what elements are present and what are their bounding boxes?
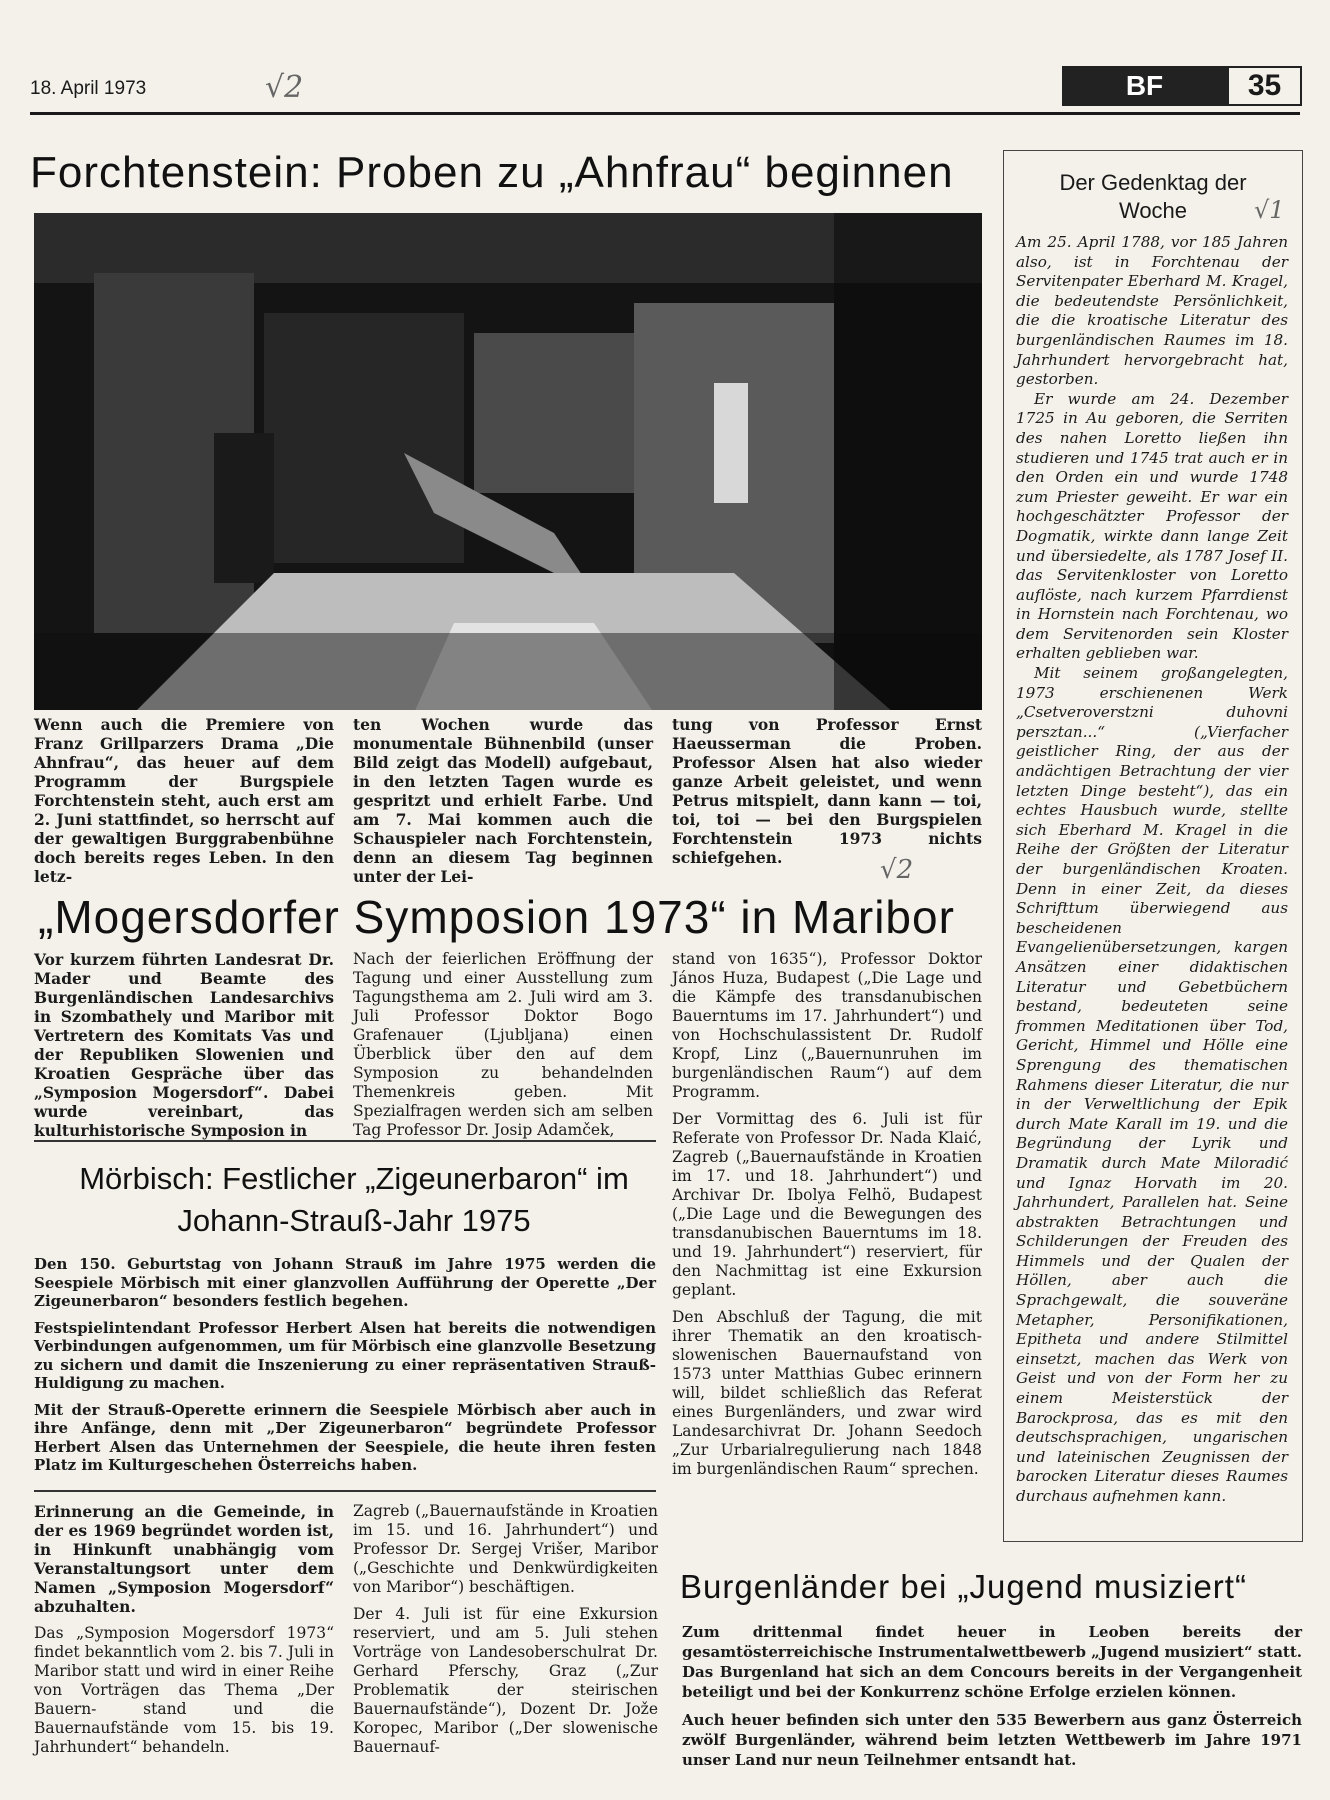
handwritten-mark: √2 [265, 70, 304, 105]
divider [34, 1490, 656, 1492]
article4-body [682, 1622, 1302, 1778]
article3-paragraph: Den 150. Geburtstag von Johann Strauß im Jahre 1975 werden die Seespiele Mörbisch mit einer glanzvollen Aufführung der Operette „Der Zigeunerbaron“ besonders festlich begehen. [34, 1255, 656, 1310]
article4-paragraph: Auch heuer befinden sich unter den 535 Bewerbern aus ganz Österreich zwölf Burgenländer, während beim letzten Wettbewerb im Jahre 1971 unser Land nur neun Teilnehmer entsandt hat. [682, 1711, 1302, 1769]
article2-headline: „Mogersdorfer Symposion 1973“ in Maribor [38, 891, 955, 943]
article1-column-3: tung von Professor Ernst Haeusserman die Proben. Professor Alsen hat also wieder ganze Arbeit geleistet, und wenn Petrus mitspielt, dann kann — toi, toi, toi — bei den Burgspielen Forchtenstein 1973 nichts schiefgehen. [672, 715, 982, 867]
article1-headline: Forchtenstein: Proben zu „Ahnfrau“ beginnen [30, 148, 954, 197]
article2-col1-paragraph: Erinnerung an die Gemeinde, in der es 1969 begründet worden ist, in Hinkunft unabhängig vom Veranstaltungsort unter dem Namen „Symposion Mogersdorf“ abzuhalten. [34, 1502, 334, 1616]
article2-col2-paragraph: Zagreb („Bauernaufstände in Kroatien im 15. und 16. Jahrhundert“) und Professor Dr. Sergej Vrišer, Maribor („Geschichte und Denkwürdigkeiten von Maribor“) beschäftigen. [353, 1502, 658, 1596]
article2-col2-paragraph: Der 4. Juli ist für eine Exkursion reserviert, und am 5. Juli stehen Vorträge von Landesoberschulrat Dr. Gerhard Pferschy, Graz („Zur Problematik der steirischen Bauernaufstände“), Dozent Dr. Jože Koropec, Maribor („Der slowenische Bauernauf- [353, 1605, 658, 1756]
sidebar-body [1016, 233, 1288, 1507]
article4-paragraph: Zum drittenmal findet heuer in Leoben bereits der gesamtösterreichische Instrumentalwettbewerb „Jugend musiziert“ statt. Das Burgenland hat sich an dem Concours bereits in der Vergangenheit beteiligt und bei der Konkurrenz schöne Erfolge erzielen können. [682, 1623, 1302, 1701]
article1-column-1: Wenn auch die Premiere von Franz Grillparzers Drama „Die Ahnfrau“, das heuer auf dem Programm der Burgspiele Forchtenstein steht, auch erst am 2. Juni stattfindet, so herrscht auf der gewaltigen Burggrabenbühne doch bereits reges Leben. In den letz- [34, 715, 334, 886]
sidebar-paragraph: Am 25. April 1788, vor 185 Jahren also, ist in Forchtenau der Servitenpater Eberhard M. Kragel, die bedeutendste Persönlichkeit, die die kroatische Literatur des burgenländischen Raumes im 18. Jahrhundert hervorgebracht hat, gestorben. [1016, 233, 1288, 389]
handwritten-mark: √1 [1254, 196, 1285, 224]
article3-paragraph: Mit der Strauß-Operette erinnern die Seespiele Mörbisch aber auch in ihre Anfänge, denn mit „Der Zigeunerbaron“ begründete Professor Herbert Alsen das Unternehmen der Seespiele, die heute ihren festen Platz im Kulturgeschehen Österreichs haben. [34, 1400, 656, 1474]
article2-column-3 [672, 950, 982, 1487]
article2-column-2: Nach der feierlichen Eröffnung der Tagung und einer Ausstellung zum Tagungsthema am 2. Juli wird am 3. Juli Professor Doktor Bogo Grafenauer (Ljubljana) einen Überblick über den auf dem Symposion zu behandelnden Themenkreis geben. Mit Spezialfragen werden sich am selben Tag Professor Dr. Josip Adamček, [353, 950, 653, 1139]
article2-col1-paragraph: Das „Symposion Mogersdorf 1973“ findet bekanntlich vom 2. bis 7. Juli in Maribor statt und wird in einer Reihe von Vorträgen das Thema „Der Bauern- stand und die Bauernaufstände vom 15. bis 19. Jahrhundert“ behandeln. [34, 1624, 334, 1756]
article2-column-2-continued [353, 1502, 658, 1765]
article3-paragraph: Festspielintendant Professor Herbert Alsen hat bereits die notwendigen Verbindungen aufgenommen, um für Mörbisch eine glanzvolle Besetzung zu sichern und damit die Inszenierung zu einer repräsentativen Strauß-Huldigung zu machen. [34, 1318, 656, 1392]
sidebar-title-line: Woche [1118, 198, 1188, 223]
article4-headline: Burgenländer bei „Jugend musiziert“ [680, 1568, 1247, 1605]
article2-col3-paragraph: stand von 1635“), Professor Doktor János Huza, Budapest („Die Lage und die Kämpfe des transdanubischen Bauerntums im 17. Jahrhundert“) und von Hochschulassistent Dr. Rudolf Kropf, Linz („Bauernunruhen im burgenländischen Raum“) auf dem Programm. [672, 950, 982, 1101]
article2-col3-paragraph: Der Vormittag des 6. Juli ist für Referate von Professor Dr. Nada Klaić, Zagreb („Bauernaufstände in Kroatien im 17. und 18. Jahrhundert“) und Archivar Dr. Ibolya Felhö, Budapest („Die Lage und die Bewegungen des transdanubischen Bauerntums im 18. und 19. Jahrhundert“) reserviert, für den Nachmittag ist eine Exkursion geplant. [672, 1110, 982, 1299]
divider [34, 1140, 656, 1142]
sidebar-title-line: Der Gedenktag der [1059, 170, 1247, 195]
issue-date: 18. April 1973 [30, 78, 147, 99]
header-rule [30, 112, 1300, 115]
stage-model-photo [34, 213, 982, 710]
sidebar-paragraph: Mit seinem großangelegten, 1973 erschienenen Werk „Csetveroverstzni duhovni persztan...“ („Vierfacher geistlicher Ring, der aus der andächtigen Betrachtung der vier letzten Dinge besteht“), das ein echtes Hausbuch wurde, stellte sich Eberhard M. Kragel in die Reihe der Größten der Literatur der burgenländischen Kroaten. Denn in einer Zeit, da dieses Schrifttum überwiegend aus bescheidenen Evangelienübersetzungen, kargen Ansätzen einer didaktischen Literatur und Gebetbüchern bestand, bedeuteten seine frommen Meditationen über Tod, Gericht, Himmel und Hölle eine Sprengung des thematischen Rahmens dieser Literatur, die nur in der Verweltlichung der Epik durch Mate Karall im 19. und die Begründung der Lyrik und Dramatik durch Mate Miloradić und Ignaz Horvath im 20. Jahrhundert, Parallelen hat. Seine abstrakten Betrachtungen und Schilderungen der Freuden des Himmels und der Qualen der Höllen, aber auch die Sprachgewalt, die souveräne Metapher, Personifikationen, Epitheta und andere Stilmittel einsetzt, machen das Werk von Geist und von der Form her zu einem Meisterstück der Barockprosa, das es mit den deutschsprachigen, ungarischen und lateinischen Zeugnissen der barocken Literatur dieses Raumes durchaus aufnehmen kann. [1016, 664, 1288, 1505]
article3-headline: Mörbisch: Festlicher „Zigeunerbaron“ im Johann-Strauß-Jahr 1975 [79, 1161, 629, 1238]
section-label: BF [1062, 66, 1227, 106]
article3-body [34, 1255, 656, 1483]
sidebar-gedenktag [1003, 150, 1303, 1542]
article2-column-1-continued [34, 1502, 334, 1765]
article2-column-1-lead: Vor kurzem führten Landesrat Dr. Mader und Beamte des Burgenländischen Landesarchivs in Szombathely und Maribor mit Vertretern des Komitats Vas und der Republiken Slowenien und Kroatien Gespräche über das „Symposion Mogersdorf“. Dabei wurde vereinbart, das kulturhistorische Symposion in [34, 950, 334, 1140]
sidebar-paragraph: Er wurde am 24. Dezember 1725 in Au geboren, die Serriten des nahen Loretto ließen ihn studieren und 1745 trat auch er in den Orden ein und wurde 1748 zum Priester geweiht. Er war ein hochgeschätzter Professor der Dogmatik, wirkte dann lange Zeit und übersiedelte, als 1787 Josef II. das Servitenkloster von Loretto auflöste, nach kurzem Pfarrdienst in Hornstein nach Forchtenau, wo dem Servitenorden sein Kloster erhalten geblieben war. [1016, 389, 1288, 663]
page-marker [1062, 66, 1302, 106]
article1-column-2: ten Wochen wurde das monumentale Bühnenbild (unser Bild zeigt das Modell) aufgebaut, in den letzten Tagen wurde es gespritzt und erhielt Farbe. Und am 7. Mai kommen auch die Schauspieler nach Forchtenstein, denn an diesem Tag beginnen unter der Lei- [353, 715, 653, 886]
page-number: 35 [1227, 66, 1302, 106]
article2-col3-paragraph: Den Abschluß der Tagung, die mit ihrer Thematik an den kroatisch-slowenischen Bauernaufstand von 1573 unter Matthias Gubec erinnern will, bildet schließlich das Referat eines Burgenländers, und zwar wird Landesarchivrat Dr. Johann Seedoch „Zur Urbarialregulierung nach 1848 im burgenländischen Raum“ sprechen. [672, 1308, 982, 1478]
handwritten-mark: √2 [880, 855, 914, 885]
